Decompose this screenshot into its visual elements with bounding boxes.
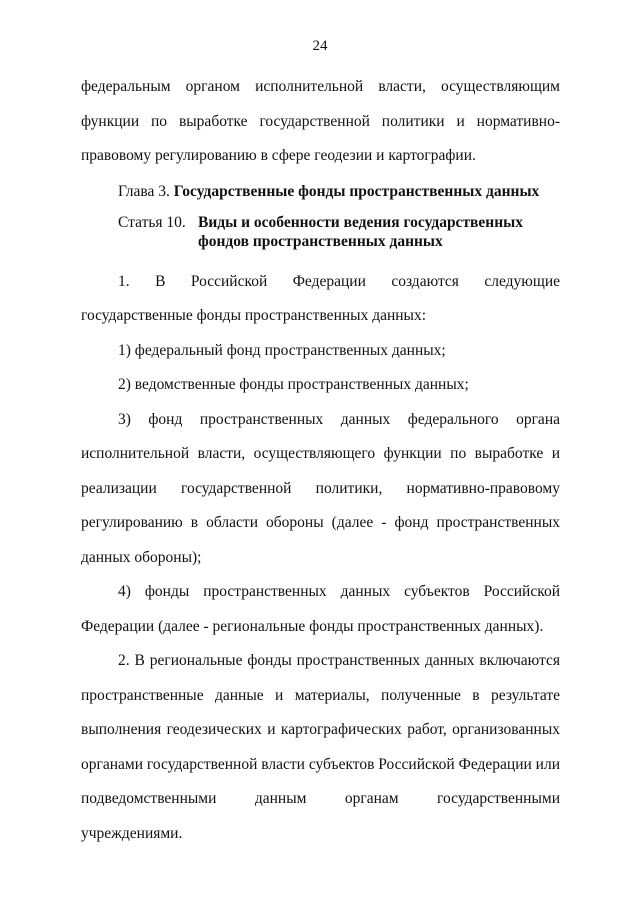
article-heading: [81, 213, 560, 251]
list-item-4: 4) фонды пространственных данных субъектов Российской Федерации (далее - региональные фонды пространственных данных).: [81, 583, 560, 635]
paragraph-1: 1. В Российской Федерации создаются следующие государственные фонды пространственных данных:: [81, 272, 560, 324]
article-title: Виды и особенности ведения государственных фондов пространственных данных: [198, 213, 524, 250]
page-number: 24: [312, 38, 328, 54]
list-item-2: 2) ведомственные фонды пространственных данных;: [118, 376, 469, 393]
list-item-1: 1) федеральный фонд пространственных данных;: [118, 341, 446, 359]
article-label: Статья 10.: [118, 213, 186, 231]
chapter-title: Государственные фонды пространственных данных: [173, 182, 540, 200]
paragraph-2: 2. В региональные фонды пространственных данных включаются пространственные данные и материалы, полученные в результате выполнения геодезических и картографических работ, организованных органами государственной власти субъектов Российской Федерации или подведомственными данным органам государственными учреждениями.: [81, 652, 560, 842]
chapter-heading: [81, 175, 560, 209]
document-body: [81, 70, 560, 851]
list-item-3: 3) фонд пространственных данных федерального органа исполнительной власти, осуществляющего функции по выработке и реализации государственной политики, нормативно-правовому регулированию в области обороны (далее - фонд пространственных данных обороны);: [81, 410, 560, 566]
chapter-label: Глава 3.: [118, 182, 170, 200]
intro-paragraph: федеральным органом исполнительной власти, осуществляющим функции по выработке государственной политики и нормативно-правовому регулированию в сфере геодезии и картографии.: [81, 78, 560, 164]
